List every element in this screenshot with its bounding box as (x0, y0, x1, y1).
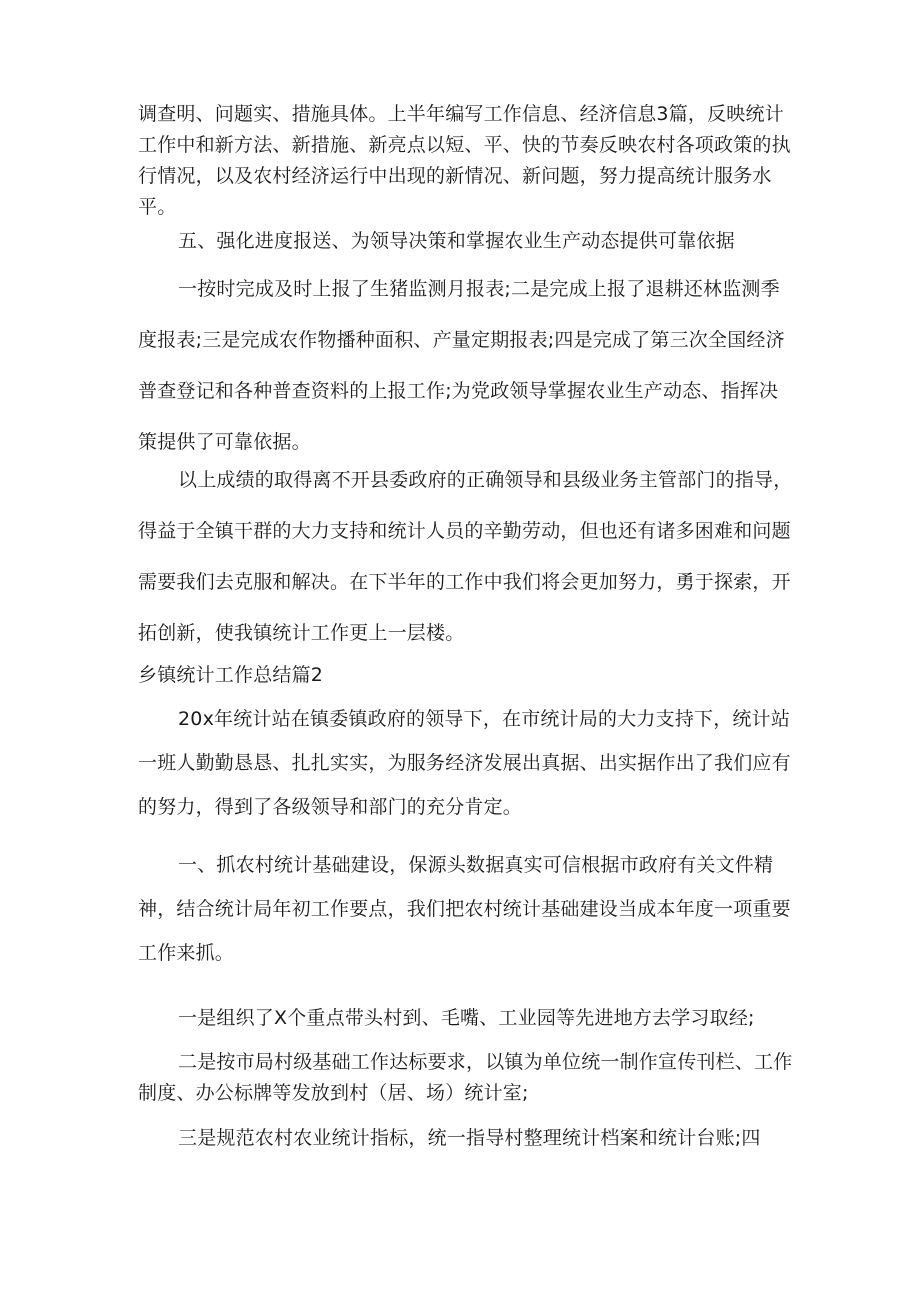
paragraph-achievements-summary: 以上成绩的取得离不开县委政府的正确领导和县级业务主管部门的指导，得益于全镇干群的大力支持和统计人员的辛勤劳动，但也还有诸多困难和问题需要我们去克服和解决。在下半年的工作中我们将会更加努力，勇于探索，开拓创新，使我镇统计工作更上一层楼。 (138, 469, 793, 644)
paragraph-rural-statistics-foundation: 一、抓农村统计基础建设，保源头数据真实可信根据市政府有关文件精神，结合统计局年初工作要点，我们把农村统计基础建设当成本年度一项重要工作来抓。 (138, 854, 791, 964)
paragraph-first-measure: 一是组织了X个重点带头村到、毛嘴、工业园等先进地方去学习取经; (178, 1007, 755, 1029)
paragraph-reports-submitted: 一按时完成及时上报了生猪监测月报表;二是完成上报了退耕还林监测季度报表;三是完成农作物播种面积、产量定期报表;四是完成了第三次全国经济普查登记和各种普查资料的上报工作;为党政领导掌握农业生产动态、指挥决策提供了可靠依据。 (138, 278, 785, 453)
heading-section-five: 五、强化进度报送、为领导决策和掌握农业生产动态提供可靠依据 (178, 230, 735, 252)
paragraph-statistics-service: 调查明、问题实、措施具体。上半年编写工作信息、经济信息3篇，反映统计工作中和新方法、新措施、新亮点以短、平、快的节奏反映农村各项政策的执行情况，以及农村经济运行中出现的新情况、新问题，努力提高统计服务水平。 (138, 103, 791, 218)
paragraph-third-measure: 三是规范农村农业统计指标，统一指导村整理统计档案和统计台账;四 (178, 1127, 761, 1149)
paragraph-intro-20x: 20x年统计站在镇委镇政府的领导下，在市统计局的大力支持下，统计站一班人勤勤恳恳、扎扎实实，为服务经济发展出真据、出实据作出了我们应有的努力，得到了各级领导和部门的充分肯定。 (138, 708, 791, 818)
paragraph-second-measure: 二是按市局村级基础工作达标要求，以镇为单位统一制作宣传刊栏、工作制度、办公标牌等发放到村（居、场）统计室; (138, 1051, 793, 1104)
section-title: 乡镇统计工作总结篇2 (138, 664, 324, 686)
